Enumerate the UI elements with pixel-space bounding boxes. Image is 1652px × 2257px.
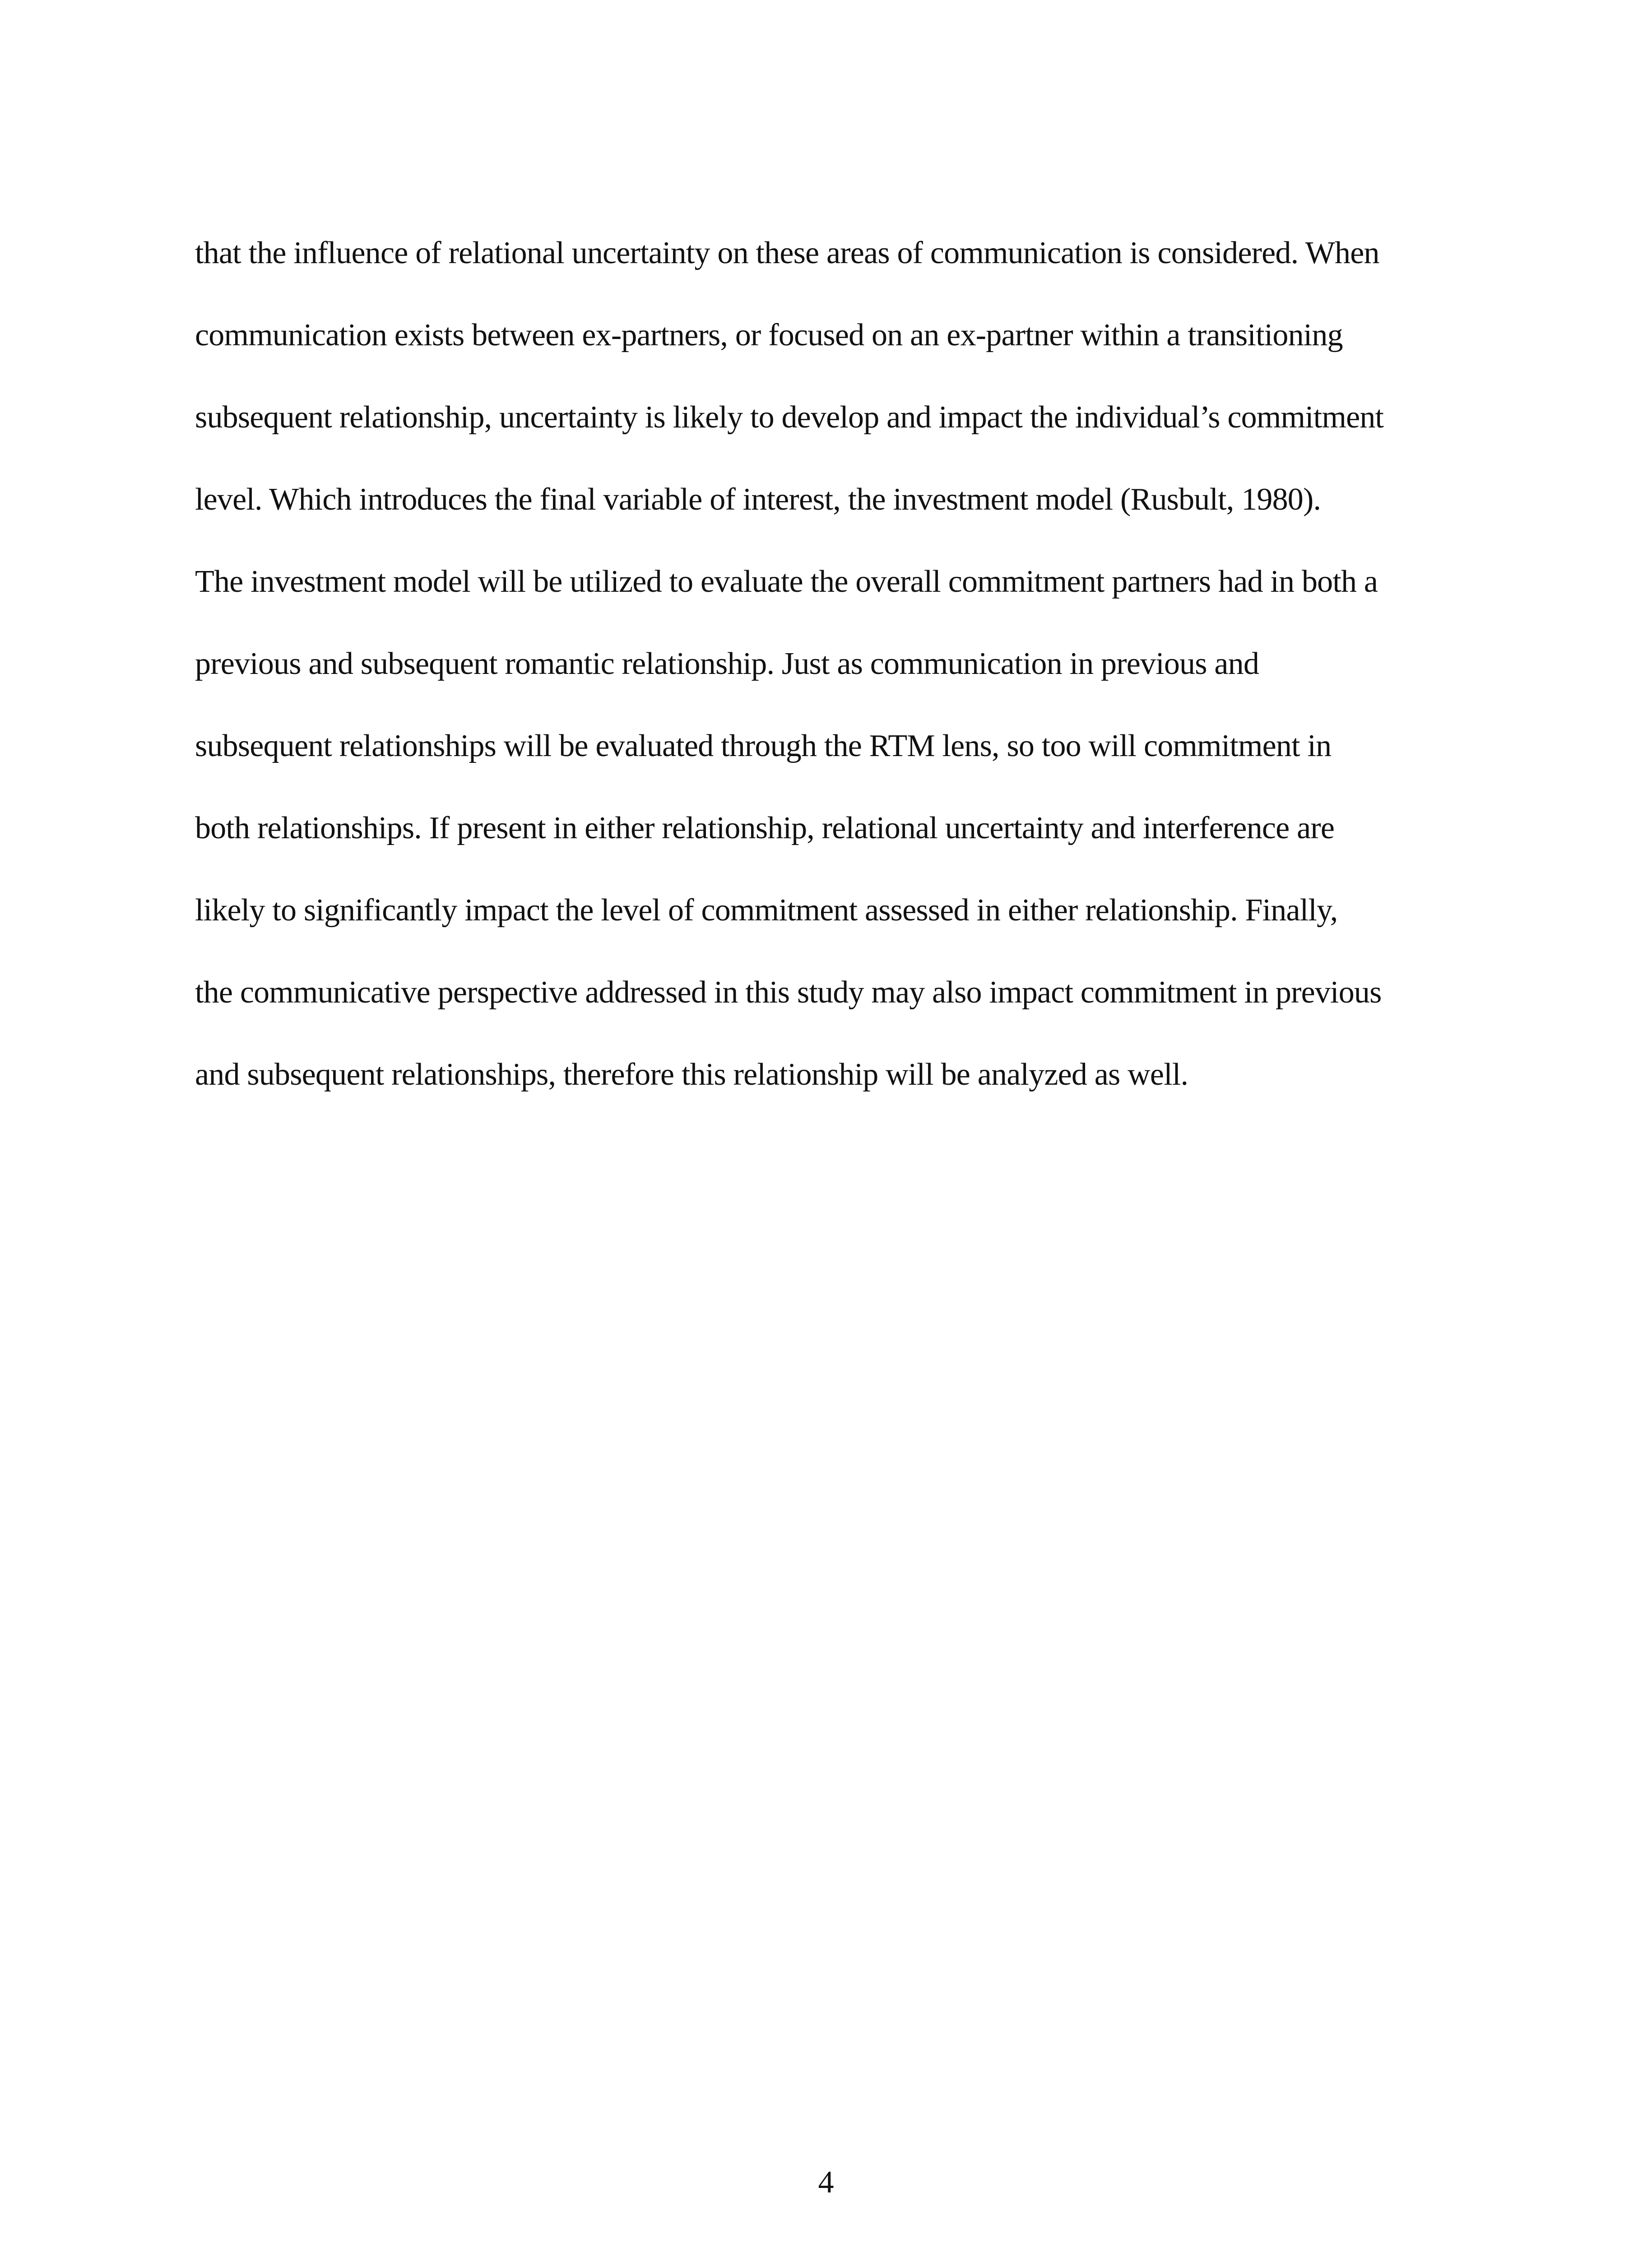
text-line: likely to significantly impact the level of commitment assessed in either relationship. Finally, bbox=[195, 893, 1338, 928]
body-paragraph bbox=[195, 212, 1459, 1116]
page-number: 4 bbox=[818, 2165, 834, 2200]
text-line: communication exists between ex-partners, or focused on an ex-partner within a transitioning bbox=[195, 318, 1343, 353]
text-line: both relationships. If present in either relationship, relational uncertainty and interference are bbox=[195, 811, 1335, 845]
text-line: and subsequent relationships, therefore this relationship will be analyzed as well. bbox=[195, 1057, 1188, 1092]
text-line: subsequent relationship, uncertainty is likely to develop and impact the individual’s commitment bbox=[195, 400, 1384, 435]
text-line: The investment model will be utilized to evaluate the overall commitment partners had in both a bbox=[195, 564, 1378, 599]
text-line: previous and subsequent romantic relationship. Just as communication in previous and bbox=[195, 646, 1259, 681]
text-line: the communicative perspective addressed in this study may also impact commitment in previous bbox=[195, 975, 1382, 1010]
text-line: subsequent relationships will be evaluated through the RTM lens, so too will commitment in bbox=[195, 729, 1332, 763]
text-line: level. Which introduces the final variable of interest, the investment model (Rusbult, 1980). bbox=[195, 482, 1321, 517]
text-line: that the influence of relational uncertainty on these areas of communication is considered. When bbox=[195, 236, 1379, 270]
